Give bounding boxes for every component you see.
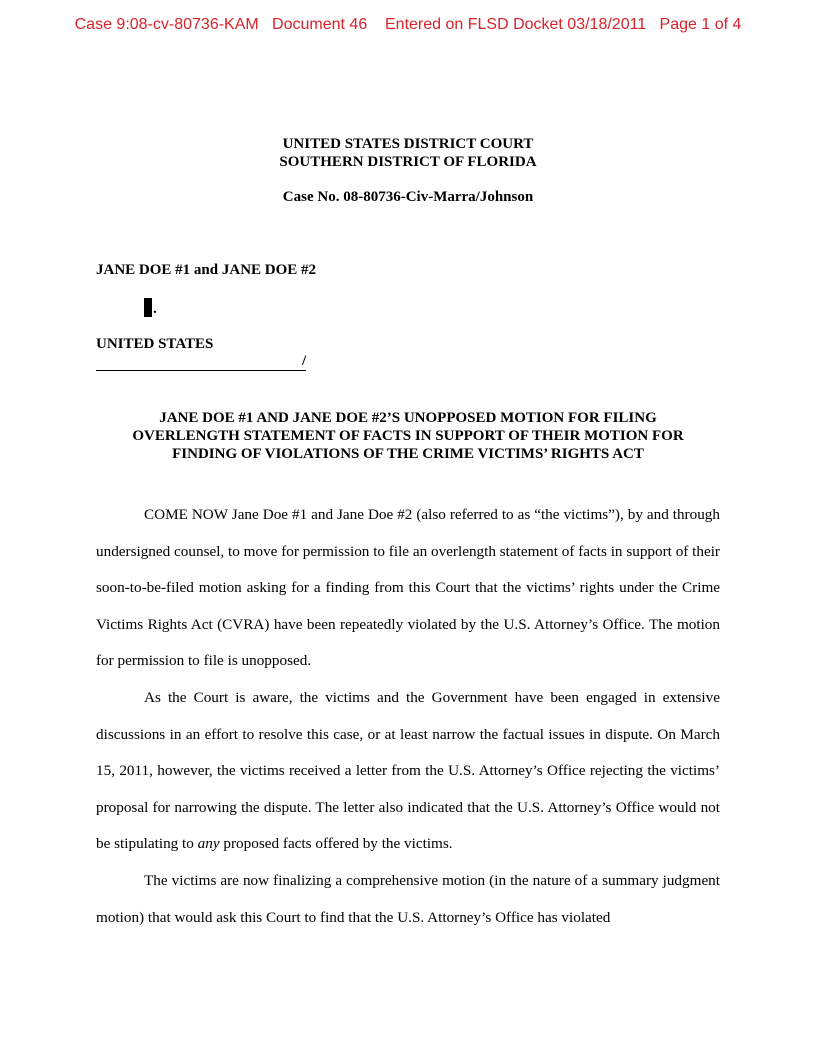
docket-stamp-header: Case 9:08-cv-80736-KAM Document 46 Entered on FLSD Docket 03/18/2011 Page 1 of 4 bbox=[74, 16, 742, 33]
caption-slash: / bbox=[302, 353, 307, 369]
motion-title-line-3: FINDING OF VIOLATIONS OF THE CRIME VICTIMS’ RIGHTS ACT bbox=[172, 446, 644, 462]
caption-plaintiffs: JANE DOE #1 and JANE DOE #2 bbox=[96, 262, 317, 278]
motion-body bbox=[96, 497, 720, 936]
motion-title-line-1: JANE DOE #1 AND JANE DOE #2’S UNOPPOSED MOTION FOR FILING bbox=[159, 410, 657, 426]
motion-title bbox=[96, 409, 720, 463]
caption-underline bbox=[96, 354, 306, 371]
paragraph-2-text: As the Court is aware, the victims and the Government have been engaged in extensive discussions in an effort to resolve this case, or at least narrow the factual issues in dispute. On March 15, 2011, however, the victims received a letter from the U.S. Attorney’s Office rejecting the victims’ proposal for narrowing the dispute. The letter also indicated that the U.S. Attorney’s bbox=[96, 688, 720, 816]
caption-defendant: UNITED STATES bbox=[96, 336, 214, 352]
caption-versus-redacted bbox=[144, 298, 157, 317]
paragraph-2-end-a: Office would not be stipulating to bbox=[96, 798, 720, 853]
paragraph-3: The victims are now finalizing a comprehensive motion (in the nature of a summary judgment motion) that would ask this Court to find that the U.S. Attorney’s Office has violated bbox=[96, 871, 720, 926]
paragraph-2-emphasis: any bbox=[197, 835, 220, 853]
paragraph-2 bbox=[96, 680, 720, 863]
paragraph-1: COME NOW Jane Doe #1 and Jane Doe #2 (also referred to as “the victims”), by and through undersigned counsel, to move for permission to file an overlength statement of facts in support of their soon-to-be-filed motion asking for a finding from this Court that the victims’ rights under the Crime Victims Rights Act (CVRA) have been repeatedly violated by the U.S. Attorney’s Office. The motion for permission to file is unopposed. bbox=[96, 506, 720, 670]
redaction-box bbox=[144, 298, 152, 317]
caption-versus-period: . bbox=[153, 301, 157, 317]
paragraph-2-end-b: proposed facts offered by the victims. bbox=[219, 835, 453, 853]
court-name-line-1: UNITED STATES DISTRICT COURT bbox=[282, 136, 534, 152]
court-name-block bbox=[0, 135, 816, 171]
court-name-line-2: SOUTHERN DISTRICT OF FLORIDA bbox=[279, 154, 537, 170]
motion-title-line-2: OVERLENGTH STATEMENT OF FACTS IN SUPPORT OF THEIR MOTION FOR bbox=[132, 428, 684, 444]
case-number: Case No. 08-80736-Civ-Marra/Johnson bbox=[282, 189, 534, 205]
